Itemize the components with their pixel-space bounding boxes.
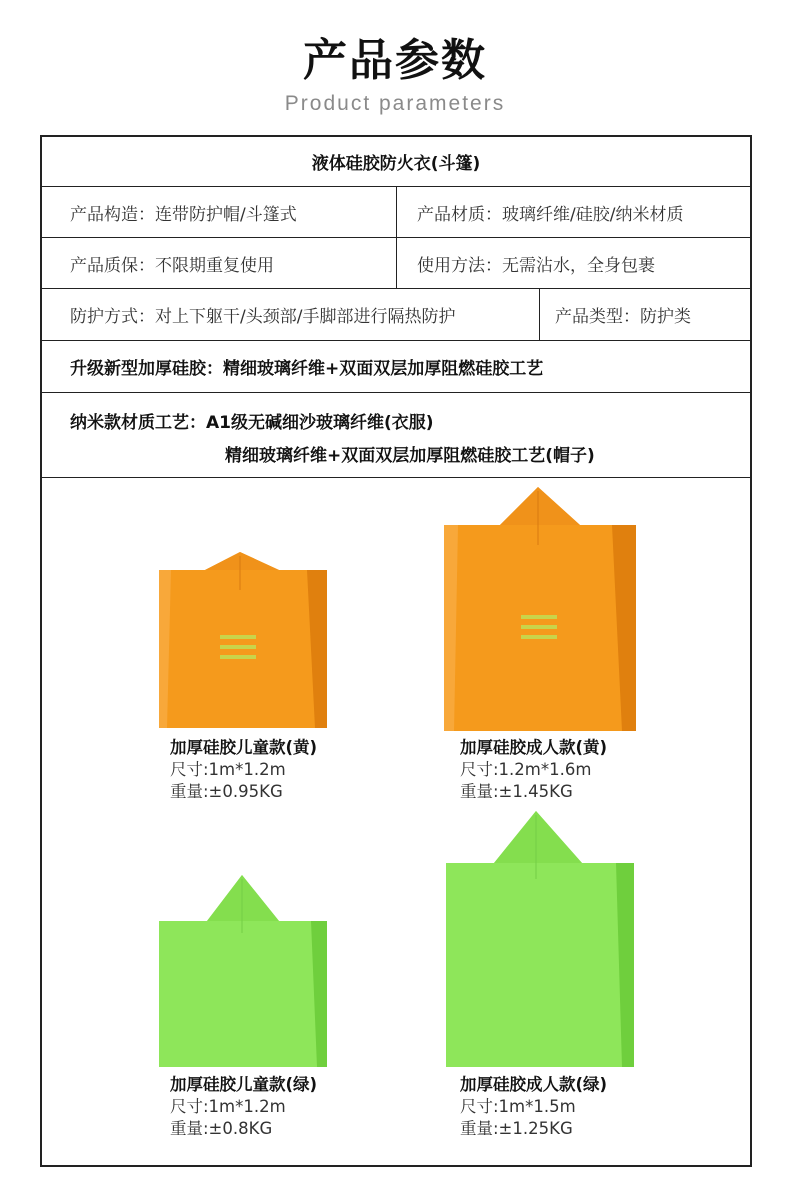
table-row-upgrade [42,341,750,393]
product-size: 尺寸:1m*1.2m [170,760,286,779]
product-caption-child-yellow [170,737,317,803]
table-row [42,187,750,238]
child-yellow-cape-image [157,550,329,732]
cell-divider [396,238,397,288]
product-name: 液体硅胶防火衣(斗篷) [311,154,481,174]
product-weight: 重量:±0.8KG [170,1119,273,1138]
cell-divider [396,187,397,237]
spec-upgrade: 升级新型加厚硅胶：精细玻璃纤维+双面双层加厚阻燃硅胶工艺 [70,359,544,379]
spec-table [40,135,752,1167]
product-name-label: 加厚硅胶儿童款(黄) [170,738,318,757]
page-title: 产品参数 [303,35,487,86]
child-green-cape-image [157,873,329,1069]
spec-protection: 防护方式：对上下躯干/头颈部/手脚部进行隔热防护 [70,307,456,327]
product-weight: 重量:±1.45KG [460,782,573,801]
spec-structure: 产品构造：连带防护帽/斗篷式 [70,204,297,225]
product-caption-adult-green [460,1074,607,1140]
adult-green-cape-image [444,809,636,1069]
product-name-label: 加厚硅胶成人款(绿) [460,1075,608,1094]
product-caption-child-green [170,1074,317,1140]
table-row-product-name [42,137,750,187]
spec-material: 产品材质：玻璃纤维/硅胶/纳米材质 [417,204,684,225]
product-name-label: 加厚硅胶成人款(黄) [460,738,608,757]
product-name-label: 加厚硅胶儿童款(绿) [170,1075,318,1094]
spec-nano-line2: 精细玻璃纤维+双面双层加厚阻燃硅胶工艺(帽子) [225,446,595,466]
product-weight: 重量:±0.95KG [170,782,283,801]
table-row [42,238,750,289]
page-subtitle: Product parameters [284,92,506,115]
spec-type: 产品类型：防护类 [555,307,691,327]
cell-divider [539,289,540,340]
spec-warranty: 产品质保：不限期重复使用 [70,255,274,276]
product-size: 尺寸:1m*1.2m [170,1097,286,1116]
product-size: 尺寸:1.2m*1.6m [460,760,592,779]
product-weight: 重量:±1.25KG [460,1119,573,1138]
product-size: 尺寸:1m*1.5m [460,1097,576,1116]
spec-usage: 使用方法：无需沾水，全身包裹 [417,255,655,276]
product-caption-adult-yellow [460,737,607,803]
table-row [42,289,750,341]
spec-nano-line1: 纳米款材质工艺：A1级无碱细沙玻璃纤维(衣服) [70,413,434,433]
table-row-nano [42,393,750,478]
adult-yellow-cape-image [442,485,638,733]
